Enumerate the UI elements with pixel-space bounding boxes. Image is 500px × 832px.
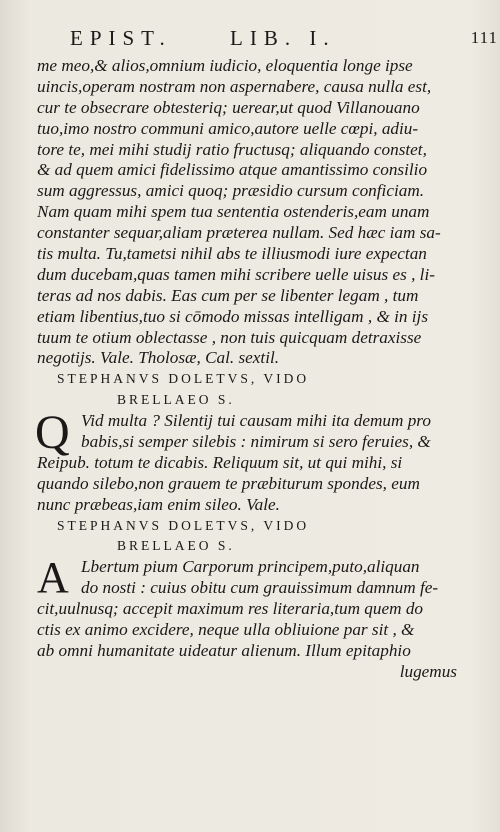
text-line: Reipub. totum te dicabis. Reliquum sit, ut qui mihi, si	[37, 452, 403, 472]
text-line: & ad quem amici fidelissimo atque amantissimo consilio	[37, 160, 428, 180]
text-line: Lbertum pium Carporum principem,puto,aliquan	[81, 557, 420, 577]
text-line: me meo,& alios,omnium iudicio, eloquentia longe ipse	[37, 56, 413, 75]
letter-heading: STEPHANVS DOLETVS, VIDO	[57, 371, 310, 387]
text-line: nunc præbeas,iam enim sileo. Vale.	[37, 494, 280, 514]
drop-cap: Q	[35, 406, 70, 460]
text-line: tuo,imo nostro communi amico,autore uelle cœpi, adiu-	[37, 118, 419, 138]
letter-heading: BRELLAEO S.	[117, 538, 235, 554]
text-line: cur te obsecrare obtesteriq; uerear,ut quod Villanouano	[37, 97, 420, 117]
text-line: tis multa. Tu,tametsi nihil abs te illiusmodi iure expectan	[37, 244, 427, 264]
folio-number: 111	[470, 28, 498, 47]
text-line: Nam quam mihi spem tua sententia ostenderis,eam unam	[37, 202, 430, 222]
letter-block	[35, 406, 467, 515]
drop-cap: A	[37, 553, 69, 603]
text-line: cit,uulnusq; accepit maximum res literaria,tum quem do	[37, 599, 424, 619]
text-line: uincis,operam nostram non aspernabere, causa nulla est,	[37, 76, 432, 96]
catchword: lugemus	[399, 661, 457, 681]
letter-heading: BRELLAEO S.	[117, 392, 235, 408]
text-line: babis,si semper silebis : nimirum si sero feruies, &	[81, 432, 431, 452]
text-line: ab omni humanitate uideatur alienum. Illum epitaphio	[37, 640, 411, 660]
letter-heading: STEPHANVS DOLETVS, VIDO	[57, 517, 310, 533]
running-header	[70, 26, 498, 50]
header-left: EPIST.	[70, 26, 172, 50]
text-line: etiam libentius,tuo si cōmodo missas intelligam , & in ijs	[37, 306, 429, 326]
body-text	[37, 56, 467, 683]
letter-block	[37, 553, 467, 682]
text-line: tore te, mei mihi studij ratio fructusq; aliquando constet,	[37, 139, 427, 159]
text-line: quando silebo,non grauem te præbiturum spondes, eum	[37, 473, 420, 493]
text-line: sum aggressus, amici quoq; præsidio cursum conficiam.	[37, 181, 425, 201]
text-line: Vid multa ? Silentij tui causam mihi ita demum pro	[81, 411, 431, 431]
text-line: dum ducebam,quas tamen mihi scribere uelle uisus es , li-	[37, 264, 435, 284]
text-line: constanter sequar,aliam præterea nullam. Sed hæc iam sa-	[37, 223, 441, 243]
text-line: tuum te otium oblectasse , non tuis quicquam detraxisse	[37, 327, 422, 347]
text-line: do nosti : cuius obitu cum grauissimum damnum fe-	[81, 578, 439, 598]
text-line: teras ad nos dabis. Eas cum per se libenter legam , tum	[37, 285, 419, 305]
header-mid: LIB. I.	[230, 26, 336, 50]
text-line: ctis ex animo excidere, neque ulla obliuione par sit , &	[37, 620, 415, 640]
text-line: negotijs. Vale. Tholosæ, Cal. sextil.	[37, 348, 280, 368]
